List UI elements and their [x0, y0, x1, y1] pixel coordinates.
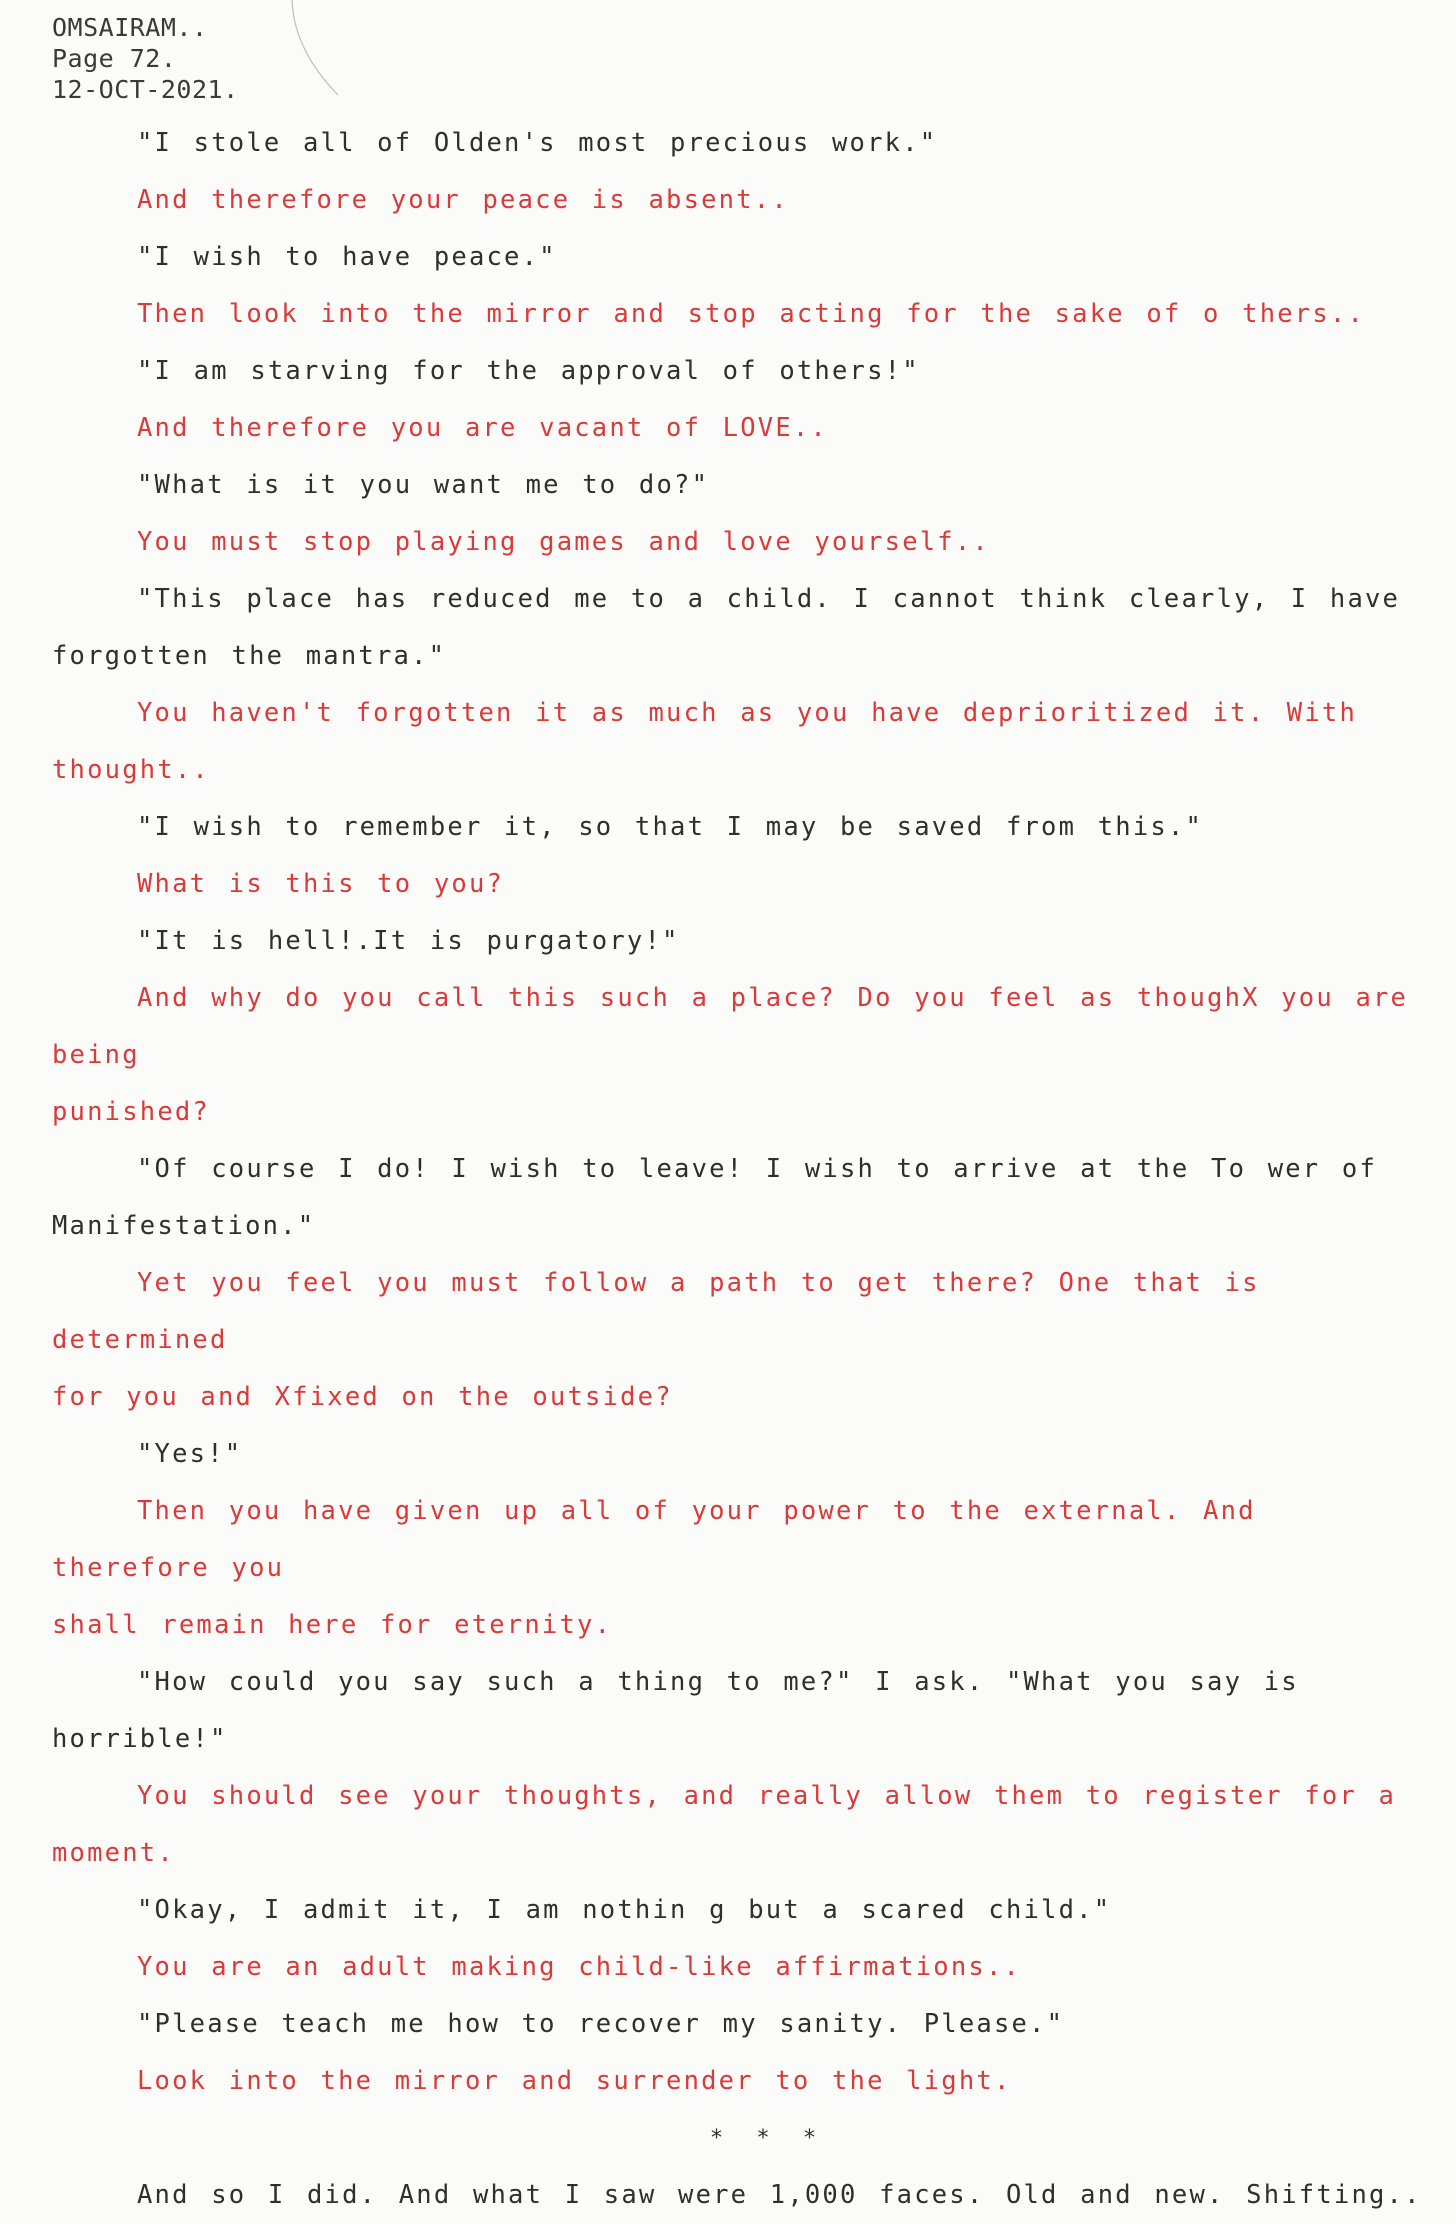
text-line: "Please teach me how to recover my sanity. Please.": [137, 2009, 1065, 2039]
text-line: What is this to you?: [137, 869, 505, 899]
text-line: And why do you call this such a place? Do you feel as thoughX you are being: [52, 983, 1409, 1070]
header-line-2: Page 72.: [52, 44, 177, 73]
text-line: forgotten the mantra.": [52, 641, 447, 671]
text-line: And therefore you are vacant of LOVE..: [137, 413, 828, 443]
text-line: punished?: [52, 1097, 210, 1127]
text-line: "It is hell!.It is purgatory!": [137, 926, 680, 956]
text-line: You must stop playing games and love yourself..: [137, 527, 990, 557]
document-header: [52, 12, 239, 105]
document-body: [52, 115, 1422, 2224]
text-line: Yet you feel you must follow a path to get there? One that is determined: [52, 1268, 1260, 1355]
text-line: Then look into the mirror and stop acting for the sake of o thers..: [137, 299, 1366, 329]
header-line-1: OMSAIRAM..: [52, 13, 208, 42]
text-line: "I wish to have peace.": [137, 242, 557, 272]
paper-fold-mark: [290, 0, 340, 100]
text-line: "Yes!": [137, 1439, 243, 1469]
text-line: Look into the mirror and surrender to the light.: [137, 2066, 1012, 2096]
text-line: "Okay, I admit it, I am nothin g but a scared child.": [137, 1895, 1112, 1925]
text-line: "I am starving for the approval of others!": [137, 356, 920, 386]
text-line: for you and Xfixed on the outside?: [52, 1382, 673, 1412]
text-line: You are an adult making child-like affirmations..: [137, 1952, 1022, 1982]
text-line: You should see your thoughts, and really allow them to register for a moment.: [52, 1781, 1397, 1868]
text-line: "I wish to remember it, so that I may be saved from this.": [137, 812, 1204, 842]
text-line: shall remain here for eternity.: [52, 1610, 613, 1640]
text-line: Then you have given up all of your power to the external. And therefore you: [52, 1496, 1256, 1583]
text-line: Manifestation.": [52, 1211, 316, 1241]
text-line: "I stole all of Olden's most precious work.": [137, 128, 938, 158]
text-line: You haven't forgotten it as much as you have deprioritized it. With thought..: [52, 698, 1358, 785]
text-line: And therefore your peace is absent..: [137, 185, 789, 215]
text-line: "Of course I do! I wish to leave! I wish to arrive at the To wer of: [137, 1154, 1378, 1184]
text-line: And so I did. And what I saw were 1,000 faces. Old and new. Shifting..: [137, 2180, 1422, 2210]
text-line: "What is it you want me to do?": [137, 470, 710, 500]
text-line: "This place has reduced me to a child. I cannot think clearly, I have: [137, 584, 1401, 614]
header-line-3: 12-OCT-2021.: [52, 75, 239, 104]
text-line: "How could you say such a thing to me?" I ask. "What you say is horrible!": [52, 1667, 1299, 1754]
section-separator: * * *: [709, 2126, 825, 2151]
